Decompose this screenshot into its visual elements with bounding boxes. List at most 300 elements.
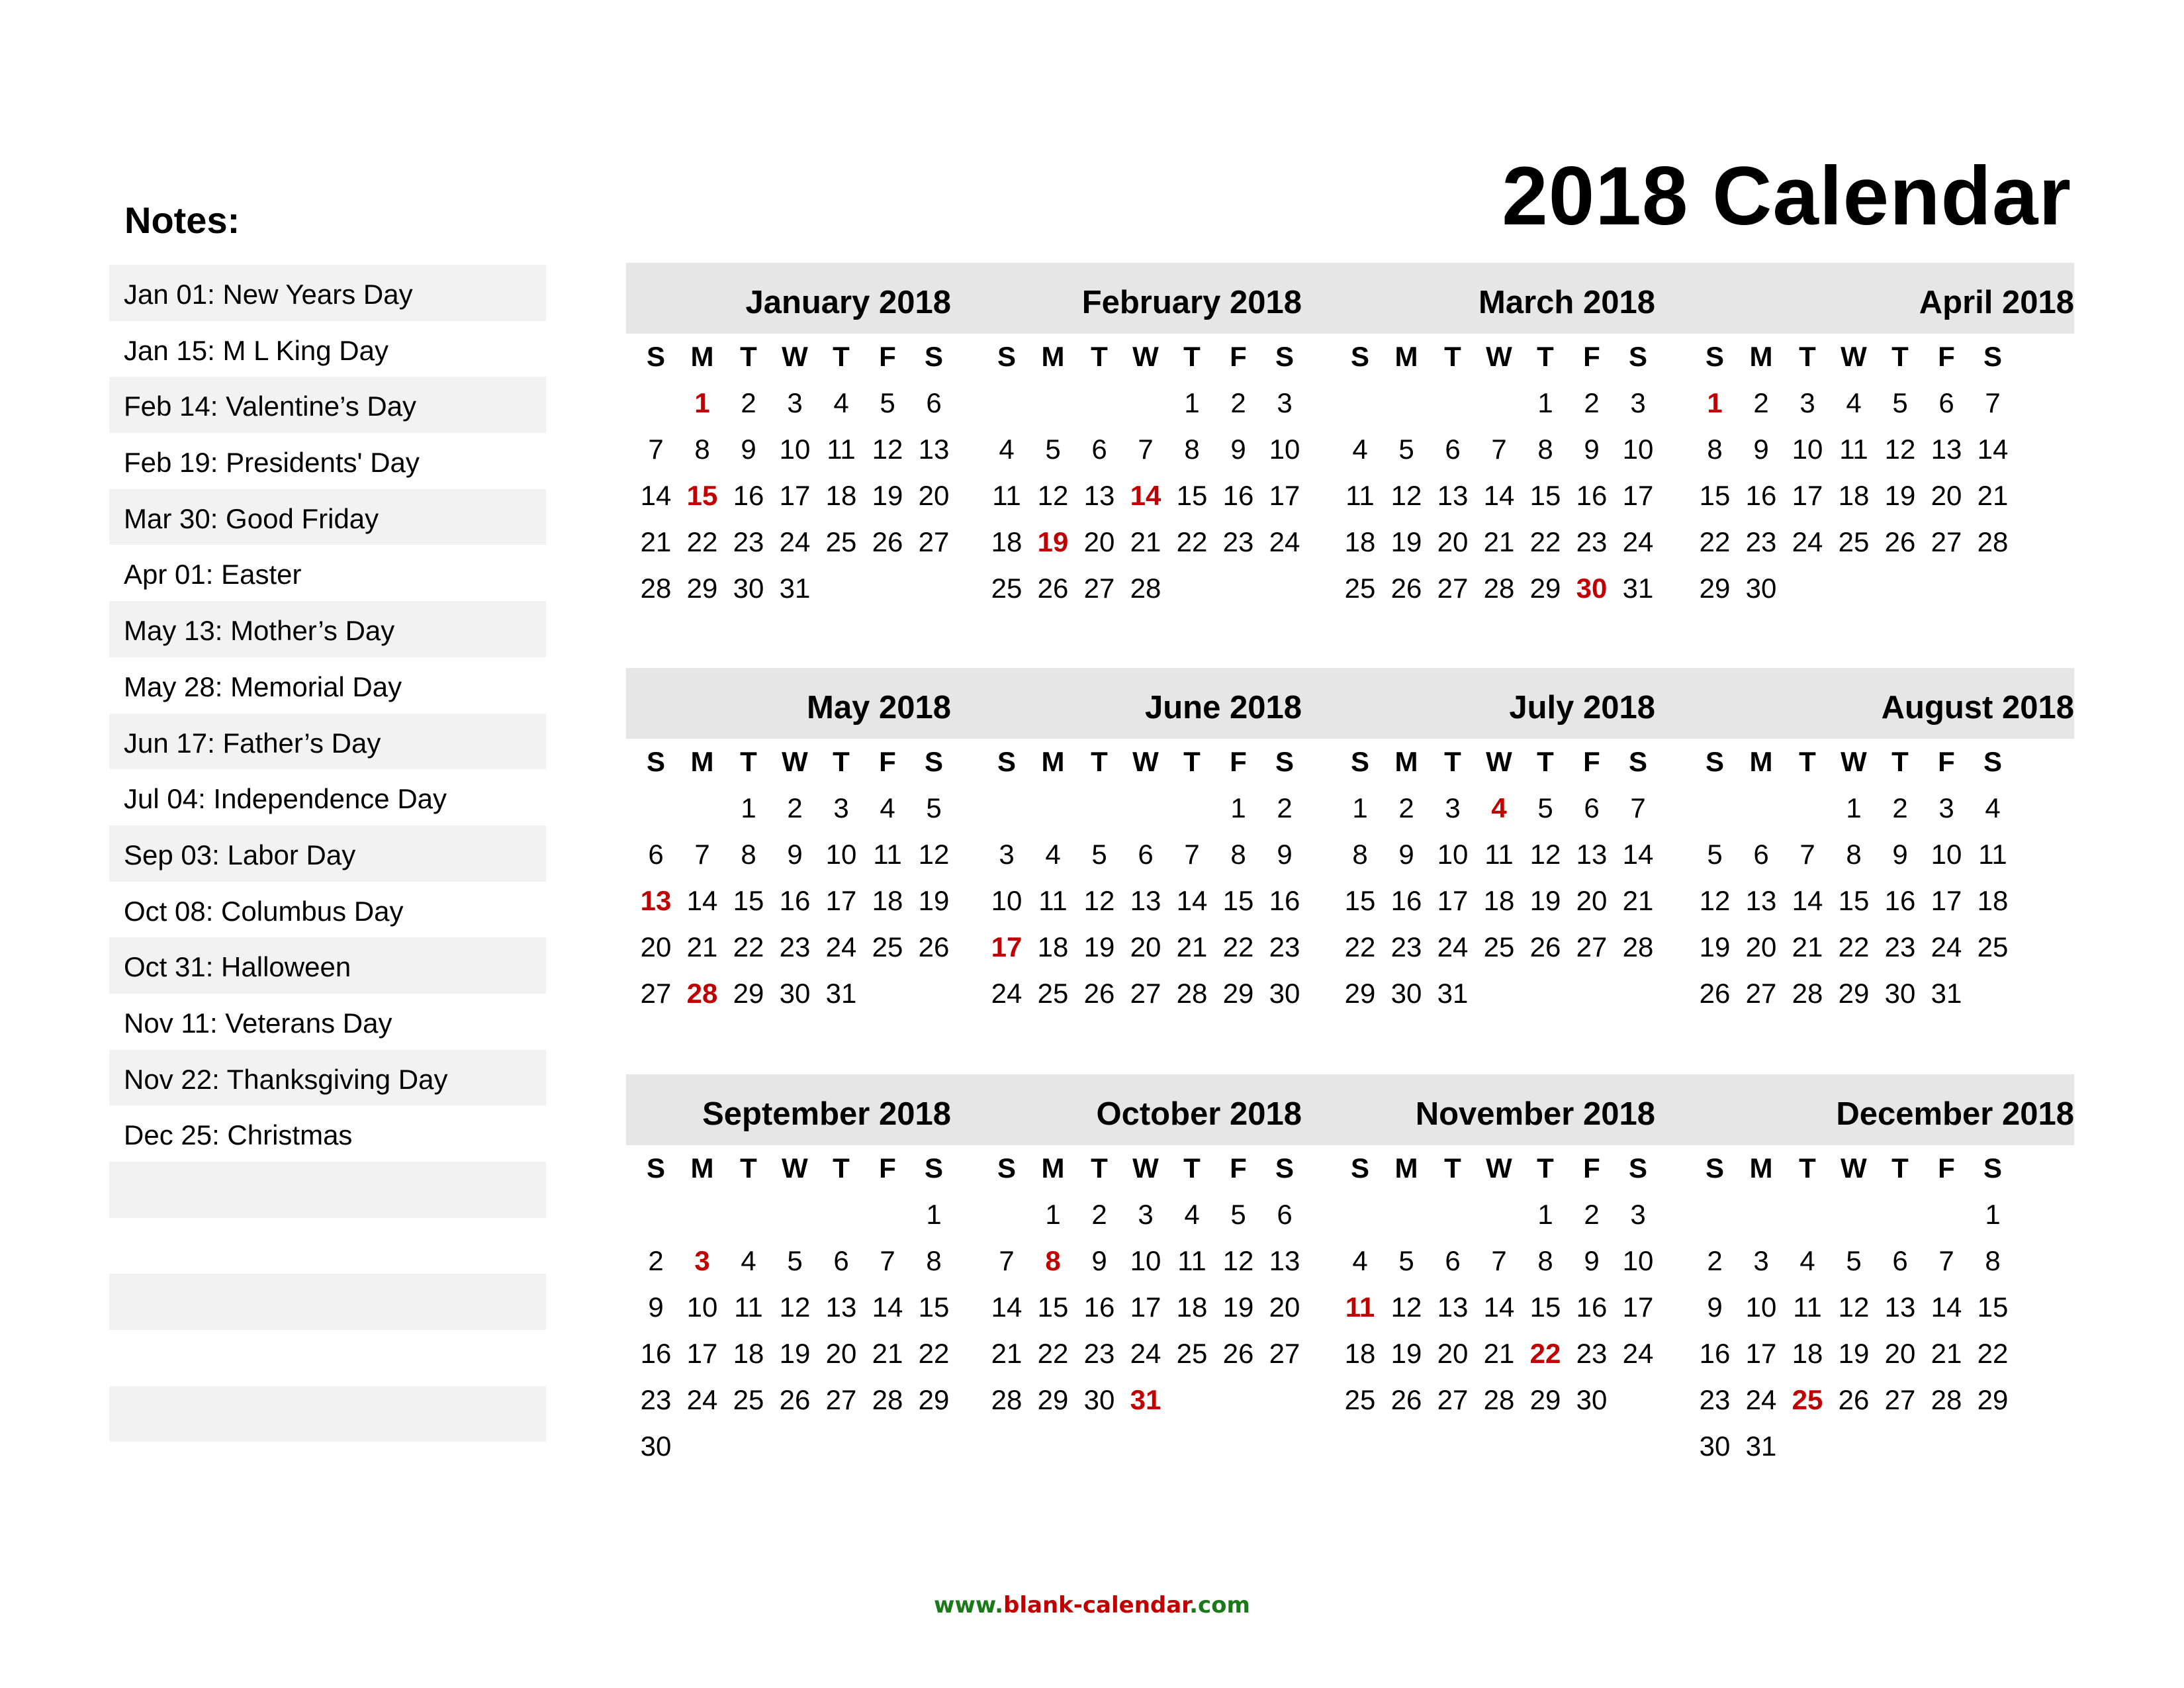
month-day-grid [983,1145,1339,1423]
day-cell: 16 [1222,480,1254,511]
day-cell: 19 [872,480,903,511]
day-cell: 1 [1846,792,1862,823]
day-cell: 25 [1483,931,1515,962]
day-cell: 26 [1838,1384,1870,1415]
empty-day-cell [1030,785,1076,831]
day-cell: 14 [1931,1291,1962,1323]
note-item: May 28: Memorial Day [124,671,402,702]
day-cell: 24 [1745,1384,1777,1415]
day-cell: 28 [640,573,672,604]
day-cell: 26 [1699,978,1731,1009]
day-cell: 18 [825,480,857,511]
day-cell: 20 [918,480,950,511]
day-cell: 10 [1931,839,1962,870]
day-cell: 31 [1745,1430,1777,1462]
day-cell: 3 [1445,792,1461,823]
weekday-label: S [646,1152,665,1184]
empty-day-cell [1169,785,1215,831]
day-cell: 2 [1398,792,1414,823]
day-cell: 7 [999,1245,1015,1276]
weekday-label: T [1091,341,1108,372]
note-item: Nov 22: Thanksgiving Day [109,1050,546,1106]
month-title: October 2018 [977,1074,1339,1145]
day-cell: 1 [1537,387,1553,418]
day-cell: 28 [1483,573,1515,604]
day-cell: 4 [880,792,895,823]
day-cell: 30 [1576,1384,1608,1415]
day-cell: 1 [1985,1199,2001,1230]
day-cell: 14 [1792,885,1823,916]
day-cell: 3 [787,387,803,418]
holiday-day-cell: 8 [1045,1245,1061,1276]
day-cell: 28 [991,1384,1023,1415]
day-cell: 26 [1529,931,1561,962]
holiday-day-cell: 19 [1037,526,1069,557]
holiday-day-cell: 3 [694,1245,710,1276]
weekday-label: T [1444,341,1461,372]
empty-day-cell [1122,380,1169,426]
empty-day-cell [1877,1192,1923,1238]
day-cell: 26 [1390,573,1422,604]
day-cell: 23 [1699,1384,1731,1415]
weekday-label: M [1041,746,1065,777]
day-cell: 30 [1390,978,1422,1009]
holiday-day-cell: 30 [1576,573,1608,604]
month-day-grid [1692,334,2074,612]
weekday-label: W [782,1152,808,1184]
page-title: 2018 Calendar [1502,150,2071,242]
day-cell: 9 [1584,434,1600,465]
day-cell: 5 [787,1245,803,1276]
month-title: January 2018 [626,263,988,334]
day-cell: 8 [741,839,756,870]
day-cell: 13 [918,434,950,465]
day-cell: 30 [733,573,764,604]
day-cell: 23 [1083,1338,1115,1369]
day-cell: 17 [1622,1291,1654,1323]
weekday-label: S [997,1152,1016,1184]
day-cell: 7 [1938,1245,1954,1276]
day-cell: 22 [1699,526,1731,557]
day-cell: 20 [640,931,672,962]
day-cell: 3 [1753,1245,1769,1276]
day-cell: 15 [1037,1291,1069,1323]
day-cell: 22 [918,1338,950,1369]
day-cell: 8 [926,1245,942,1276]
day-cell: 3 [1277,387,1293,418]
day-cell: 11 [1345,480,1375,511]
footer-url[interactable] [0,1592,2184,1618]
day-cell: 24 [686,1384,718,1415]
weekday-label: W [1841,746,1867,777]
day-cell: 18 [991,526,1023,557]
day-cell: 29 [1344,978,1376,1009]
day-cell: 6 [1892,1245,1908,1276]
day-cell: 22 [1344,931,1376,962]
holiday-day-cell: 25 [1792,1384,1823,1415]
day-cell: 17 [1437,885,1469,916]
day-cell: 12 [1390,1291,1422,1323]
day-cell: 4 [1352,434,1368,465]
empty-day-cell [1476,380,1522,426]
day-cell: 2 [1584,1199,1600,1230]
notes-list [109,265,546,1442]
weekday-label: T [1183,746,1201,777]
day-cell: 28 [1977,526,2009,557]
day-cell: 10 [1622,434,1654,465]
day-cell: 16 [1083,1291,1115,1323]
day-cell: 15 [1529,1291,1561,1323]
day-cell: 10 [1792,434,1823,465]
day-cell: 14 [1483,1291,1515,1323]
day-cell: 13 [1745,885,1777,916]
empty-day-cell [633,1192,679,1238]
day-cell: 28 [1792,978,1823,1009]
note-item: Jun 17: Father’s Day [109,714,546,770]
day-cell: 15 [1529,480,1561,511]
month-day-grid [1337,1145,1692,1423]
day-cell: 9 [1753,434,1769,465]
day-cell: 30 [779,978,811,1009]
weekday-label: T [1537,341,1554,372]
day-cell: 4 [1846,387,1862,418]
weekday-label: W [1486,1152,1512,1184]
day-cell: 15 [733,885,764,916]
weekday-label: S [997,746,1016,777]
weekday-label: W [1132,746,1159,777]
weekday-label: S [1705,1152,1724,1184]
day-cell: 19 [1699,931,1731,962]
day-cell: 8 [1352,839,1368,870]
day-cell: 16 [1576,480,1608,511]
weekday-label: W [1841,341,1867,372]
empty-day-cell [1692,1192,1738,1238]
holiday-day-cell: 13 [640,885,672,916]
empty-day-cell [1383,1192,1430,1238]
note-item: Feb 14: Valentine’s Day [109,377,546,433]
day-cell: 17 [1931,885,1962,916]
day-cell: 1 [926,1199,942,1230]
weekday-label: S [1275,1152,1294,1184]
day-cell: 18 [1792,1338,1823,1369]
day-cell: 29 [918,1384,950,1415]
day-cell: 11 [873,839,902,870]
day-cell: 22 [1838,931,1870,962]
day-cell: 1 [1352,792,1368,823]
day-cell: 19 [1222,1291,1254,1323]
day-cell: 12 [1529,839,1561,870]
month-day-grid [983,739,1339,1017]
day-cell: 30 [1269,978,1300,1009]
weekday-label: W [1132,1152,1159,1184]
day-cell: 25 [1037,978,1069,1009]
day-cell: 20 [1931,480,1962,511]
day-cell: 9 [787,839,803,870]
month-day-grid [1337,739,1692,1017]
day-cell: 16 [640,1338,672,1369]
day-cell: 11 [1978,839,2007,870]
day-cell: 30 [1745,573,1777,604]
weekday-label: W [1841,1152,1867,1184]
month-block [977,263,1339,612]
day-cell: 15 [1222,885,1254,916]
day-cell: 7 [1138,434,1154,465]
day-cell: 2 [1091,1199,1107,1230]
day-cell: 17 [825,885,857,916]
day-cell: 6 [1938,387,1954,418]
day-cell: 3 [1938,792,1954,823]
weekday-label: F [1583,746,1600,777]
day-cell: 5 [1846,1245,1862,1276]
weekday-label: S [924,1152,943,1184]
day-cell: 10 [779,434,811,465]
empty-day-cell [1430,380,1476,426]
day-cell: 17 [1792,480,1823,511]
weekday-label: T [1091,1152,1108,1184]
day-cell: 23 [1222,526,1254,557]
day-cell: 5 [880,387,895,418]
day-cell: 19 [1529,885,1561,916]
day-cell: 4 [1352,1245,1368,1276]
weekday-label: W [1486,746,1512,777]
day-cell: 24 [1622,526,1654,557]
day-cell: 23 [1390,931,1422,962]
day-cell: 26 [1884,526,1916,557]
day-cell: 23 [733,526,764,557]
note-item [109,1386,546,1442]
day-cell: 6 [1091,434,1107,465]
day-cell: 11 [1038,885,1068,916]
weekday-label: T [1891,341,1909,372]
weekday-label: T [1444,1152,1461,1184]
weekday-label: M [1749,341,1773,372]
day-cell: 4 [1985,792,2001,823]
weekday-label: S [1983,1152,2002,1184]
empty-day-cell [1030,380,1076,426]
day-cell: 28 [1483,1384,1515,1415]
day-cell: 8 [1230,839,1246,870]
day-cell: 6 [1445,434,1461,465]
weekday-label: S [646,341,665,372]
day-cell: 27 [1083,573,1115,604]
day-cell: 8 [1184,434,1200,465]
day-cell: 21 [991,1338,1023,1369]
day-cell: 2 [787,792,803,823]
day-cell: 24 [991,978,1023,1009]
day-cell: 1 [741,792,756,823]
month-title: April 2018 [1685,263,2074,334]
day-cell: 31 [825,978,857,1009]
day-cell: 25 [1977,931,2009,962]
month-title: November 2018 [1330,1074,1692,1145]
day-cell: 5 [1398,434,1414,465]
day-cell: 1 [1184,387,1200,418]
day-cell: 12 [779,1291,811,1323]
weekday-label: T [1091,746,1108,777]
day-cell: 3 [1138,1199,1154,1230]
empty-day-cell [1692,785,1738,831]
weekday-label: S [1275,341,1294,372]
day-cell: 7 [694,839,710,870]
day-cell: 12 [1884,434,1916,465]
day-cell: 30 [640,1430,672,1462]
empty-day-cell [1738,1192,1784,1238]
day-cell: 7 [1491,1245,1507,1276]
day-cell: 14 [1176,885,1208,916]
day-cell: 25 [825,526,857,557]
day-cell: 2 [648,1245,664,1276]
day-cell: 2 [1277,792,1293,823]
day-cell: 9 [1091,1245,1107,1276]
holiday-day-cell: 22 [1529,1338,1561,1369]
day-cell: 24 [1269,526,1300,557]
footer-suffix: .com [1189,1592,1250,1618]
month-title: March 2018 [1330,263,1692,334]
day-cell: 1 [1537,1199,1553,1230]
empty-day-cell [633,785,679,831]
holiday-day-cell: 14 [1130,480,1161,511]
day-cell: 31 [1437,978,1469,1009]
weekday-label: F [879,341,896,372]
weekday-label: S [1705,746,1724,777]
day-cell: 6 [926,387,942,418]
day-cell: 23 [779,931,811,962]
month-day-grid [633,1145,988,1470]
holiday-day-cell: 15 [686,480,718,511]
day-cell: 21 [1483,1338,1515,1369]
day-cell: 27 [1437,573,1469,604]
day-cell: 22 [1529,526,1561,557]
weekday-label: M [1749,1152,1773,1184]
weekday-label: S [997,341,1016,372]
day-cell: 18 [1483,885,1515,916]
day-cell: 13 [1576,839,1608,870]
empty-day-cell [1337,1192,1383,1238]
day-cell: 19 [1083,931,1115,962]
weekday-label: T [833,341,850,372]
day-cell: 20 [825,1338,857,1369]
day-cell: 9 [1277,839,1293,870]
day-cell: 11 [992,480,1021,511]
day-cell: 10 [991,885,1023,916]
weekday-label: T [1444,746,1461,777]
weekday-label: S [646,746,665,777]
empty-day-cell [633,380,679,426]
day-cell: 24 [825,931,857,962]
weekday-label: S [1628,1152,1647,1184]
note-item: Nov 11: Veterans Day [124,1007,392,1039]
day-cell: 10 [686,1291,718,1323]
day-cell: 8 [694,434,710,465]
empty-day-cell [983,380,1030,426]
note-item: Sep 03: Labor Day [109,825,546,882]
note-item: Oct 08: Columbus Day [124,895,404,927]
day-cell: 27 [918,526,950,557]
day-cell: 28 [1931,1384,1962,1415]
day-cell: 16 [1884,885,1916,916]
weekday-label: F [1583,1152,1600,1184]
weekday-label: F [879,746,896,777]
day-cell: 6 [1138,839,1154,870]
day-cell: 27 [1437,1384,1469,1415]
notes-heading: Notes: [124,199,240,241]
day-cell: 17 [686,1338,718,1369]
day-cell: 29 [1838,978,1870,1009]
note-item [109,1330,546,1386]
day-cell: 30 [1699,1430,1731,1462]
day-cell: 25 [991,573,1023,604]
day-cell: 14 [872,1291,903,1323]
day-cell: 21 [1792,931,1823,962]
day-cell: 11 [827,434,856,465]
day-cell: 11 [1177,1245,1206,1276]
holiday-day-cell: 1 [1707,387,1723,418]
day-cell: 15 [918,1291,950,1323]
day-cell: 7 [1184,839,1200,870]
day-cell: 17 [779,480,811,511]
day-cell: 4 [741,1245,756,1276]
day-cell: 10 [825,839,857,870]
month-block [1685,263,2074,612]
day-cell: 29 [1699,573,1731,604]
day-cell: 4 [1045,839,1061,870]
footer-prefix: www. [934,1592,1004,1618]
empty-day-cell [1383,380,1430,426]
holiday-day-cell: 28 [686,978,718,1009]
day-cell: 3 [999,839,1015,870]
weekday-label: F [1230,341,1247,372]
weekday-label: S [1983,746,2002,777]
day-cell: 10 [1437,839,1469,870]
day-cell: 5 [1045,434,1061,465]
day-cell: 22 [1222,931,1254,962]
day-cell: 6 [1584,792,1600,823]
day-cell: 21 [1483,526,1515,557]
day-cell: 12 [1699,885,1731,916]
day-cell: 26 [1037,573,1069,604]
day-cell: 28 [872,1384,903,1415]
day-cell: 2 [1584,387,1600,418]
day-cell: 18 [1838,480,1870,511]
day-cell: 13 [1931,434,1962,465]
day-cell: 6 [833,1245,849,1276]
day-cell: 18 [1977,885,2009,916]
holiday-day-cell: 11 [1345,1291,1375,1323]
day-cell: 14 [1977,434,2009,465]
day-cell: 8 [1707,434,1723,465]
day-cell: 11 [1484,839,1514,870]
note-item: Apr 01: Easter [124,559,302,590]
day-cell: 15 [1699,480,1731,511]
day-cell: 13 [1269,1245,1300,1276]
month-day-grid [1692,1145,2074,1470]
weekday-label: M [690,746,714,777]
weekday-label: T [833,1152,850,1184]
day-cell: 21 [1977,480,2009,511]
empty-day-cell [864,1192,911,1238]
weekday-label: F [1583,341,1600,372]
day-cell: 25 [1344,1384,1376,1415]
day-cell: 2 [1707,1245,1723,1276]
month-block [977,668,1339,1017]
day-cell: 25 [1176,1338,1208,1369]
day-cell: 17 [1745,1338,1777,1369]
day-cell: 21 [872,1338,903,1369]
day-cell: 3 [1630,387,1646,418]
day-cell: 1 [1045,1199,1061,1230]
day-cell: 25 [872,931,903,962]
note-item: Mar 30: Good Friday [109,489,546,545]
